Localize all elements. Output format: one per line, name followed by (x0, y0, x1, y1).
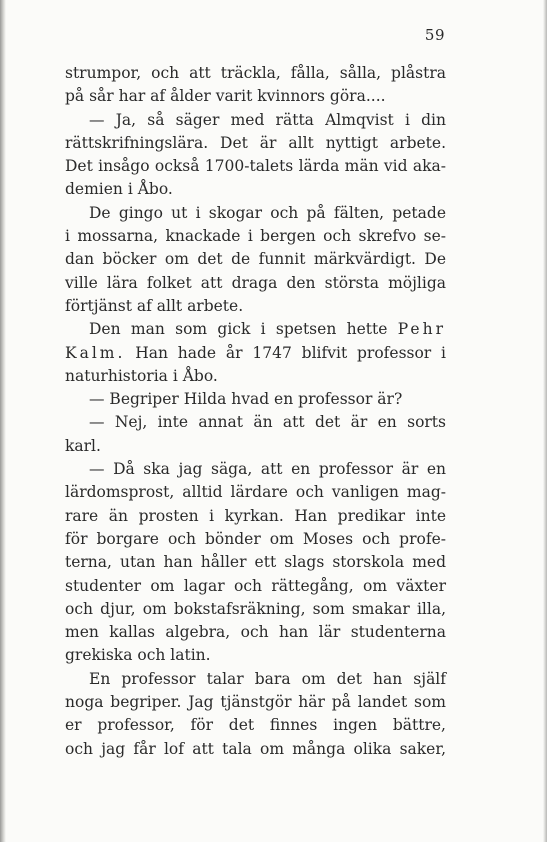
text-line: lärdomsprost, alltid lärdare och vanligen mag- (65, 483, 446, 502)
text-line: och jag får lof att tala om många olika saker, (65, 739, 446, 758)
page-number: 59 (424, 26, 445, 44)
text-line: i mossarna, knackade i bergen och skrefvo se- (65, 227, 446, 246)
text-line: ville lära folket att draga den största möjliga (65, 273, 446, 292)
text-line: naturhistoria i Åbo. (65, 366, 218, 385)
page-edge-right (543, 0, 547, 842)
text-line: — Då ska jag säga, att en professor är en (89, 460, 446, 479)
text-line: En professor talar bara om det han själf (89, 669, 446, 688)
text-line: terna, utan han håller ett slags storskola med (65, 553, 446, 572)
text-line: — Nej, inte annat än att det är en sorts (89, 413, 446, 432)
spaced-name: Pehr (397, 320, 446, 339)
text-line: för borgare och bönder om Moses och profe- (65, 529, 446, 548)
text-line: strumpor, och att träckla, fålla, sålla, plåstra (65, 64, 446, 82)
text-line: dan böcker om det de funnit märkvärdigt. De (65, 250, 446, 269)
text-line: er professor, för det finnes ingen bättre, (65, 716, 446, 735)
text-line: — Ja, så säger med rätta Almqvist i din (89, 110, 446, 129)
text-line: men kallas algebra, och han lär studenterna (65, 623, 446, 642)
body-text (65, 62, 446, 761)
spaced-name: Kalm. (65, 343, 126, 362)
text-line: De gingo ut i skogar och på fälten, petade (89, 203, 446, 222)
text-line: rare än prosten i kyrkan. Han predikar inte (65, 506, 446, 525)
text-line: och djur, om bokstafsräkning, som smakar illa, (65, 599, 446, 618)
text-line: Det insågo också 1700-talets lärda män vid aka- (65, 157, 446, 176)
text-line: karl. (65, 436, 101, 455)
page-edge-left (0, 0, 6, 842)
text-line: studenter om lagar och rättegång, om växter (65, 576, 446, 595)
text-line: — Begriper Hilda hvad en professor är? (89, 390, 403, 409)
text-line: Kalm. Han hade år 1747 blifvit professor i (65, 343, 446, 362)
text-line: noga begriper. Jag tjänstgör här på landet som (65, 693, 446, 712)
text-line: grekiska och latin. (65, 646, 211, 665)
text-line: demien i Åbo. (65, 180, 173, 199)
text-line: på sår har af ålder varit kvinnors göra.... (65, 87, 386, 106)
text-line: Den man som gick i spetsen hette Pehr (89, 320, 446, 339)
text-line: rättskrifningslära. Det är allt nyttigt arbete. (65, 133, 446, 152)
text-line: förtjänst af allt arbete. (65, 296, 244, 315)
